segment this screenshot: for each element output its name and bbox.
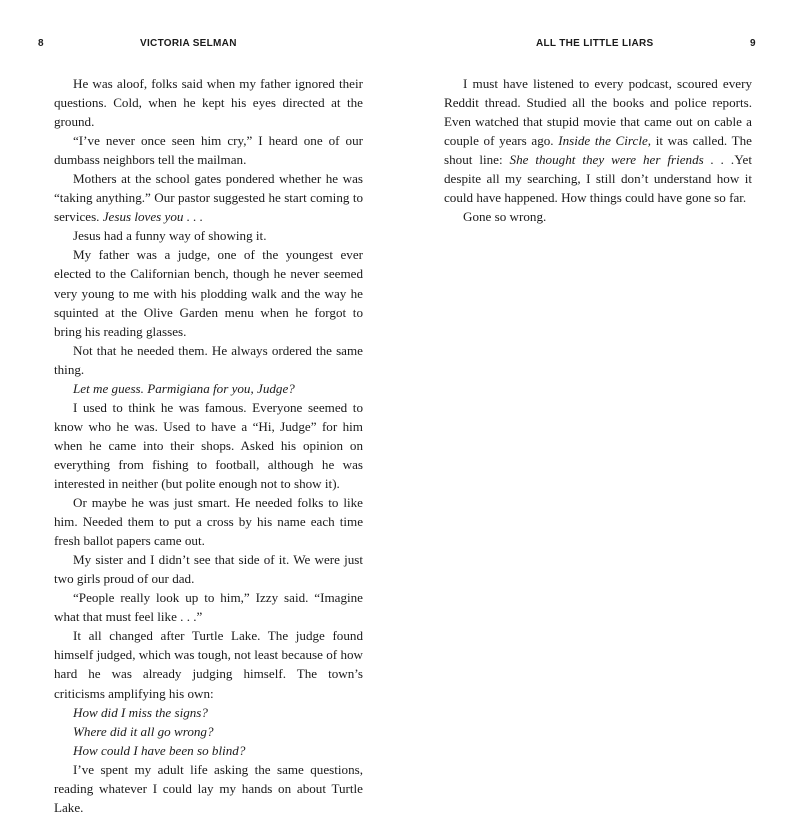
paragraph (54, 741, 363, 760)
paragraph (54, 226, 363, 245)
running-head-title: ALL THE LITTLE LIARS (536, 38, 654, 49)
paragraph (444, 74, 752, 207)
text-run: “I’ve never once seen him cry,” I heard one of our dumbass neighbors tell the mailman. (54, 133, 363, 168)
italic-text: Inside the Circle (558, 133, 648, 149)
italic-text: How did I miss the signs? (73, 704, 208, 720)
running-head-author: VICTORIA SELMAN (140, 38, 237, 49)
text-run: Mothers at the school gates pondered whether he was “taking anything.” Our pastor suggested he start coming to services. (54, 171, 363, 225)
page-number: 8 (38, 38, 44, 49)
paragraph (54, 760, 363, 817)
paragraph (54, 379, 363, 398)
italic-text: How could I have been so blind? (73, 742, 246, 758)
text-run: I used to think he was famous. Everyone seemed to know who he was. Used to have a “Hi, Judge” for him when he came into their shops. Asked his opinion on everything from fishing to football, although he was interested in neither (but polite enough not to show it). (54, 399, 363, 491)
right-page (405, 0, 810, 612)
paragraph (54, 722, 363, 741)
text-run: Gone so wrong. (463, 209, 547, 225)
italic-text: Jesus loves you . . . (102, 209, 204, 225)
paragraph (54, 341, 363, 379)
paragraph (54, 493, 363, 550)
text-run: “People really look up to him,” Izzy said. “Imagine what that must feel like . . .” (54, 590, 363, 625)
paragraph (54, 74, 363, 131)
italic-text: Let me guess. Parmigiana for you, Judge? (73, 380, 295, 396)
text-run: Not that he needed them. He always ordered the same thing. (54, 342, 363, 377)
paragraph (54, 131, 363, 169)
text-run: My father was a judge, one of the youngest ever elected to the Californian bench, though he never seemed very young to me with his plodding walk and the way he squinted at the Olive Garden menu when he forgot to bring his reading glasses. (54, 247, 363, 339)
text-run: I’ve spent my adult life asking the same questions, reading whatever I could lay my hands on about Turtle Lake. (54, 761, 363, 815)
paragraph (54, 588, 363, 626)
paragraph (54, 550, 363, 588)
right-page-body-text (444, 74, 752, 226)
paragraph (444, 207, 752, 226)
text-run: , it was called. The shout line: (444, 133, 752, 168)
text-run: I must have listened to every podcast, scoured every Reddit thread. Studied all the books and police reports. Even watched that stupid movie that came out on cable a couple of years ago. (444, 76, 752, 149)
text-run: Yet despite all my searching, I still don’t understand how it could have happened. How things could have gone so far. (444, 152, 752, 206)
paragraph (54, 169, 363, 226)
italic-text: Where did it all go wrong? (73, 723, 214, 739)
paragraph (54, 626, 363, 702)
paragraph (54, 703, 363, 722)
paragraph (54, 245, 363, 340)
text-run: My sister and I didn’t see that side of it. We were just two girls proud of our dad. (54, 552, 363, 587)
text-run: Jesus had a funny way of showing it. (73, 228, 267, 244)
left-page (0, 0, 405, 815)
text-run: He was aloof, folks said when my father ignored their questions. Cold, when he kept his eyes directed at the ground. (54, 76, 363, 130)
text-run: It all changed after Turtle Lake. The judge found himself judged, which was tough, not least because of how hard he was already judging himself. The town’s criticisms amplifying his own: (54, 628, 363, 701)
text-run: Or maybe he was just smart. He needed folks to like him. Needed them to put a cross by his name each time fresh ballot papers came out. (54, 495, 363, 549)
italic-text: She thought they were her friends . . . (509, 152, 735, 168)
page-number: 9 (750, 38, 756, 49)
left-page-body-text (54, 74, 363, 817)
paragraph (54, 398, 363, 493)
